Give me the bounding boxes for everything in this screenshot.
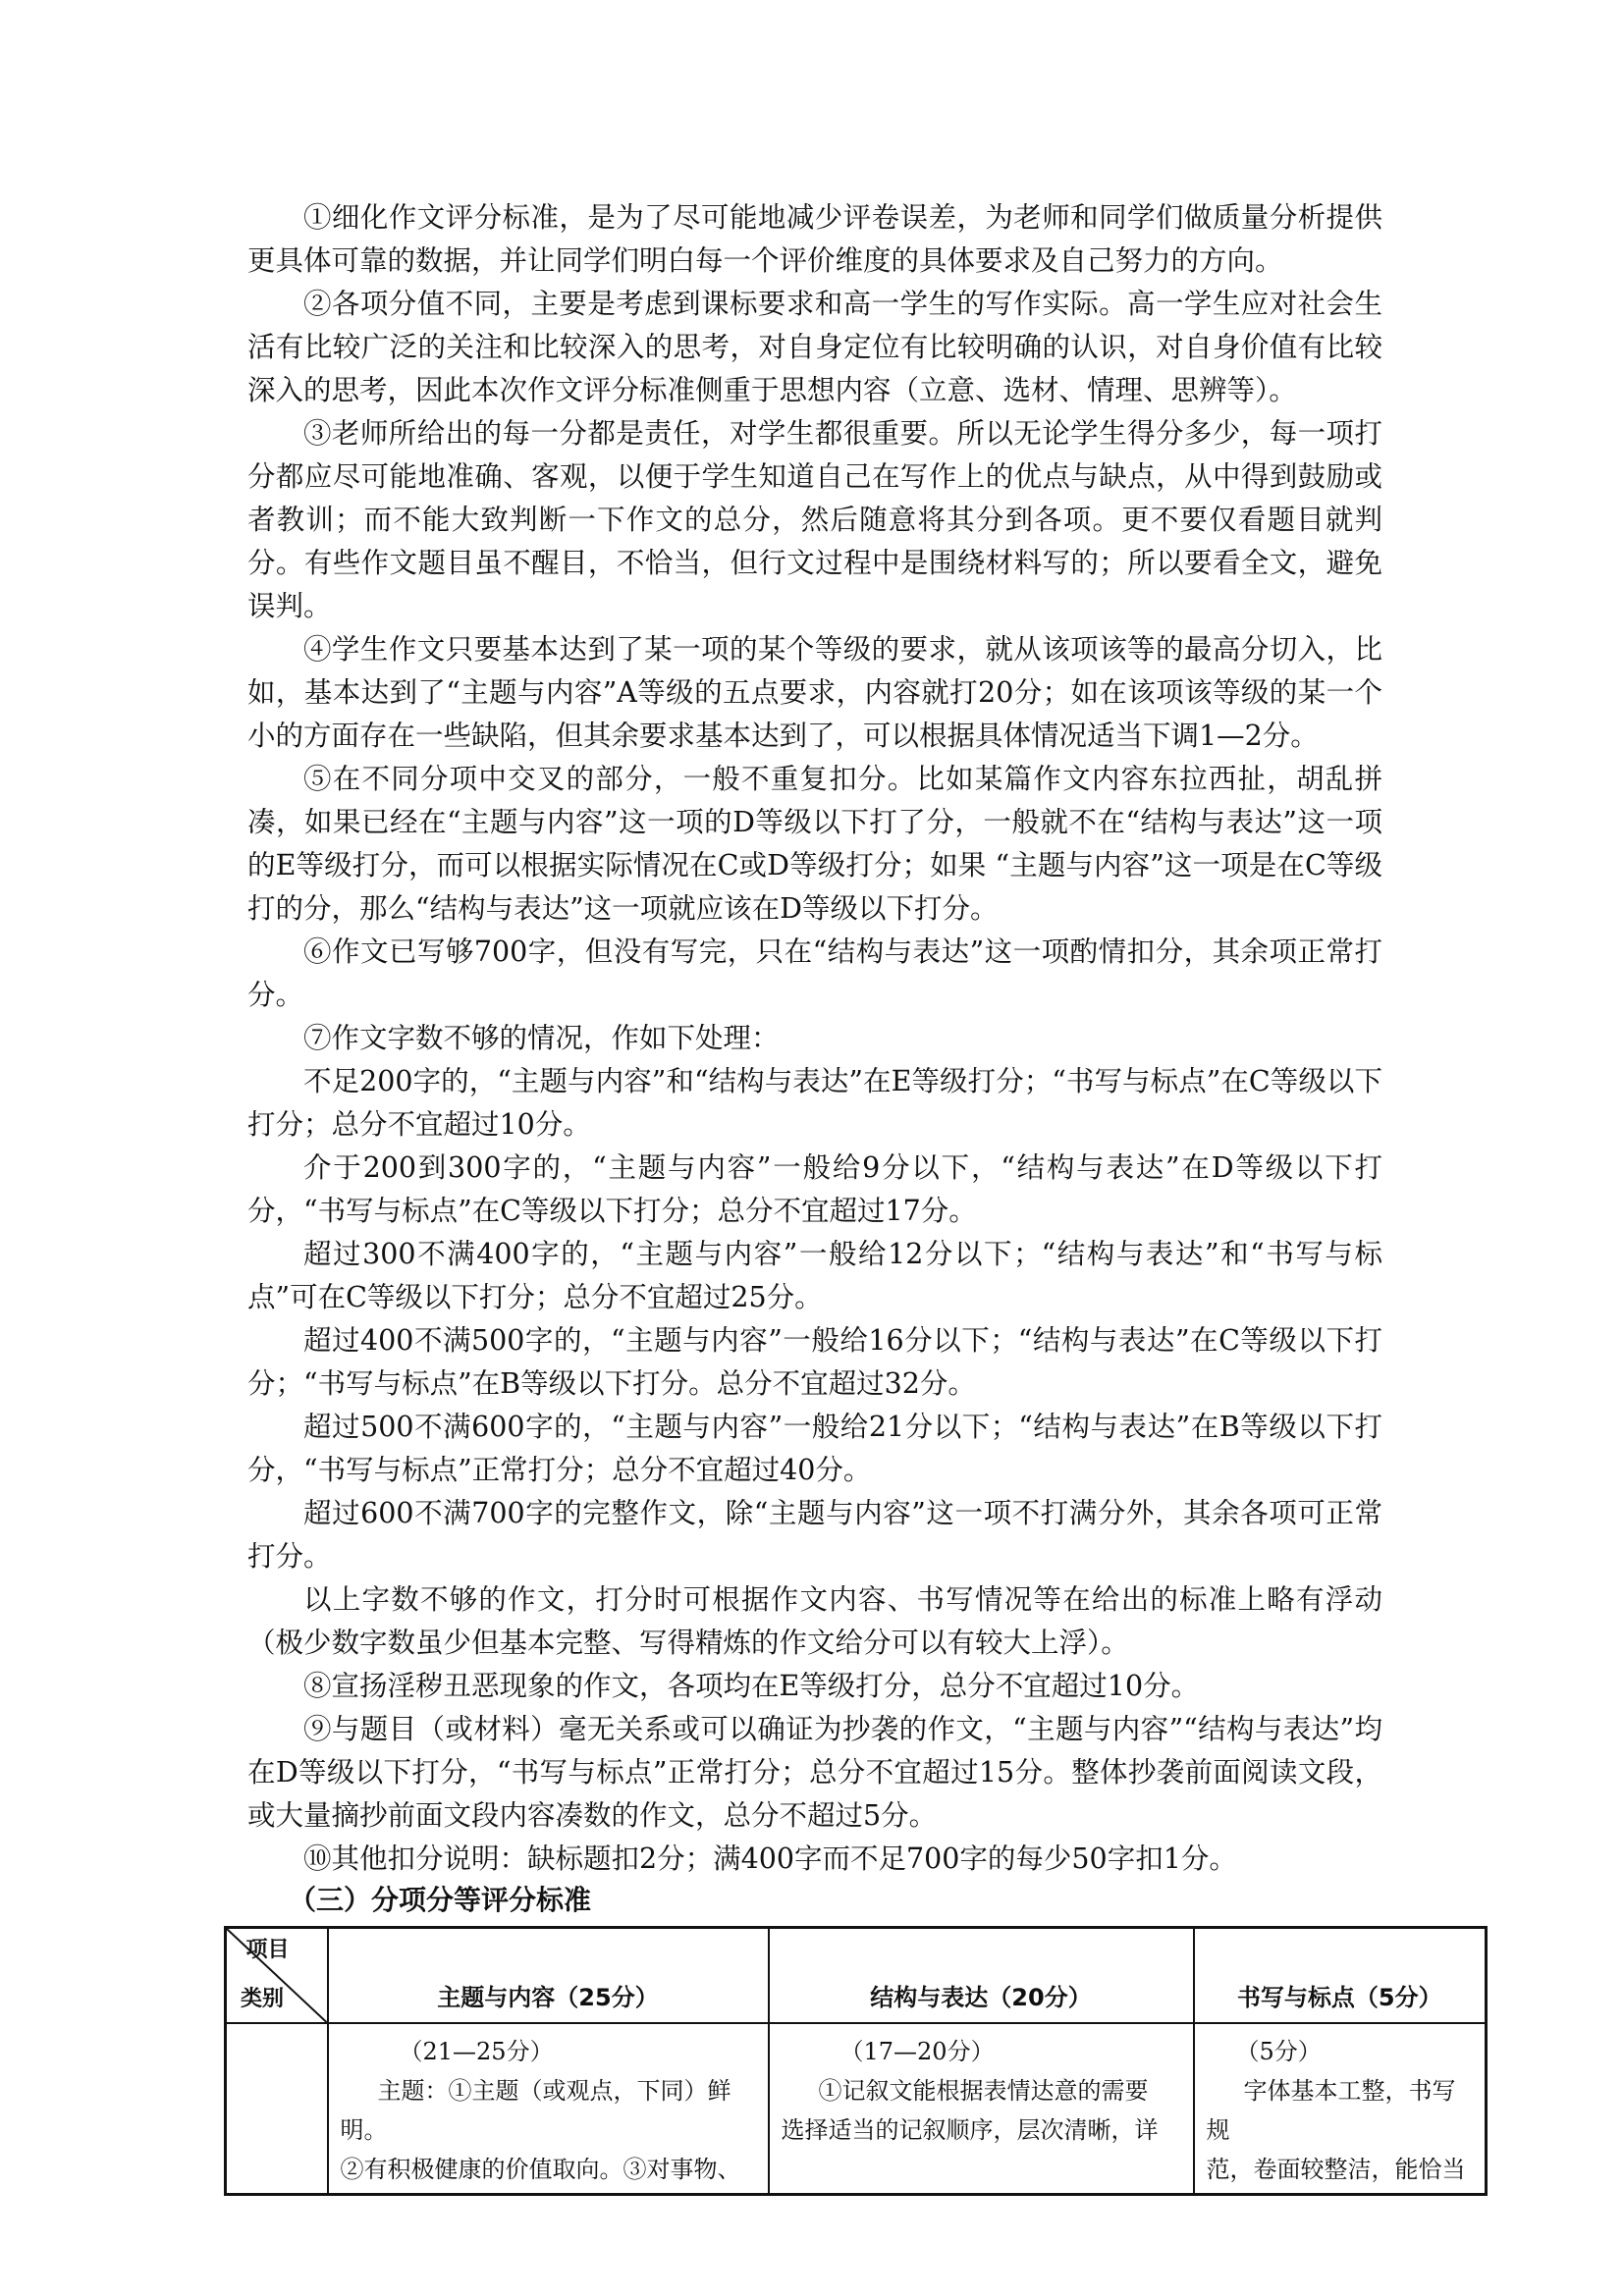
paragraph-10: 超过300不满400字的，“主题与内容”一般给12分以下；“结构与表达”和“书写与标点”可在C等级以下打分；总分不宜超过25分。 <box>247 1238 1382 1313</box>
structure-line-2: 选择适当的记叙顺序，层次清晰，详 <box>781 2116 1159 2144</box>
header-structure-label: 结构与表达（20分） <box>870 1984 1092 2011</box>
paragraph-4: ④学生作文只要基本达到了某一项的某个等级的要求，就从该项该等的最高分切入，比如，基本达到了“主题与内容”A等级的五点要求，内容就打20分；如在该项该等级的某一个小的方面存在一些缺陷，但其余要求基本达到了，可以根据具体情况适当下调1—2分。 <box>247 633 1382 752</box>
paragraph-1: ①细化作文评分标准，是为了尽可能地减少评卷误差，为老师和同学们做质量分析提供更具体可靠的数据，并让同学们明白每一个评价维度的具体要求及自己努力的方向。 <box>247 201 1382 277</box>
paragraph-11: 超过400不满500字的，“主题与内容”一般给16分以下；“结构与表达”在C等级以下打分；“书写与标点”在B等级以下打分。总分不宜超过32分。 <box>247 1324 1382 1400</box>
header-theme <box>328 1928 769 2024</box>
paragraph-2: ②各项分值不同，主要是考虑到课标要求和高一学生的写作实际。高一学生应对社会生活有比较广泛的关注和比较深入的思考，对自身定位有比较明确的认识，对自身价值有比较深入的思考，因此本次作文评分标准侧重于思想内容（立意、选材、情理、思辨等）。 <box>247 288 1382 406</box>
header-theme-label: 主题与内容（25分） <box>437 1984 659 2011</box>
section-title: （三）分项分等评分标准 <box>289 1884 592 1916</box>
corner-cell <box>226 1928 328 2024</box>
paragraph-12: 超过500不满600字的，“主题与内容”一般给21分以下；“结构与表达”在B等级以下打分，“书写与标点”正常打分；总分不宜超过40分。 <box>247 1411 1382 1486</box>
paragraph-13: 超过600不满700字的完整作文，除“主题与内容”这一项不打满分外，其余各项可正常打分。 <box>247 1497 1382 1573</box>
theme-cell <box>328 2023 769 2195</box>
writing-line-2: 范，卷面较整洁，能恰当 <box>1206 2156 1466 2183</box>
theme-line-2: ②有积极健康的价值取向。③对事物、 <box>340 2156 741 2183</box>
category-cell <box>226 2023 328 2195</box>
structure-cell <box>769 2023 1194 2195</box>
corner-bottom-label: 类别 <box>241 1987 285 2011</box>
writing-score: （5分） <box>1235 2038 1322 2065</box>
structure-score: （17—20分） <box>839 2038 995 2065</box>
paragraph-16: ⑨与题目（或材料）毫无关系或可以确证为抄袭的作文，“主题与内容”“结构与表达”均在D等级以下打分，“书写与标点”正常打分；总分不宜超过15分。整体抄袭前面阅读文段，或大量摘抄前面文段内容凑数的作文，总分不超过5分。 <box>247 1713 1382 1832</box>
header-writing <box>1194 1928 1487 2024</box>
table-row <box>226 2023 1487 2195</box>
writing-cell <box>1194 2023 1487 2195</box>
paragraph-14: 以上字数不够的作文，打分时可根据作文内容、书写情况等在给出的标准上略有浮动（极少数字数虽少但基本完整、写得精炼的作文给分可以有较大上浮）。 <box>247 1583 1382 1659</box>
theme-line-1: 主题：①主题（或观点，下同）鲜明。 <box>340 2077 731 2144</box>
corner-top-label: 项目 <box>245 1938 290 1962</box>
theme-score: （21—25分） <box>399 2038 554 2065</box>
header-structure <box>769 1928 1194 2024</box>
paragraph-6: ⑥作文已写够700字，但没有写完，只在“结构与表达”这一项酌情扣分，其余项正常打分。 <box>247 935 1382 1011</box>
paragraph-8: 不足200字的，“主题与内容”和“结构与表达”在E等级打分；“书写与标点”在C等级以下打分；总分不宜超过10分。 <box>247 1065 1382 1141</box>
writing-line-1: 字体基本工整，书写规 <box>1206 2077 1456 2144</box>
paragraph-5: ⑤在不同分项中交叉的部分，一般不重复扣分。比如某篇作文内容东拉西扯，胡乱拼凑，如果已经在“主题与内容”这一项的D等级以下打了分，一般就不在“结构与表达”这一项的E等级打分，而可以根据实际情况在C或D等级打分；如果 “主题与内容”这一项是在C等级打的分，那么“结构与表达”这一项就应该在D等级以下打分。 <box>247 763 1382 925</box>
paragraph-17: ⑩其他扣分说明：缺标题扣2分；满400字而不足700字的每少50字扣1分。 <box>303 1842 1237 1875</box>
paragraph-7: ⑦作文字数不够的情况，作如下处理： <box>303 1022 780 1054</box>
structure-line-1: ①记叙文能根据表情达意的需要 <box>818 2077 1149 2105</box>
scoring-table <box>224 1926 1488 2196</box>
document-body <box>241 196 1466 2196</box>
header-writing-label: 书写与标点（5分） <box>1236 1984 1442 2011</box>
table-header-row <box>226 1928 1487 2024</box>
paragraph-15: ⑧宣扬淫秽丑恶现象的作文，各项均在E等级打分，总分不宜超过10分。 <box>303 1670 1200 1702</box>
paragraph-3: ③老师所给出的每一分都是责任，对学生都很重要。所以无论学生得分多少，每一项打分都应尽可能地准确、客观，以便于学生知道自己在写作上的优点与缺点，从中得到鼓励或者教训；而不能大致判断一下作文的总分，然后随意将其分到各项。更不要仅看题目就判分。有些作文题目虽不醒目，不恰当，但行文过程中是围绕材料写的；所以要看全文，避免误判。 <box>247 417 1382 622</box>
paragraph-9: 介于200到300字的，“主题与内容”一般给9分以下，“结构与表达”在D等级以下打分，“书写与标点”在C等级以下打分；总分不宜超过17分。 <box>247 1151 1382 1227</box>
